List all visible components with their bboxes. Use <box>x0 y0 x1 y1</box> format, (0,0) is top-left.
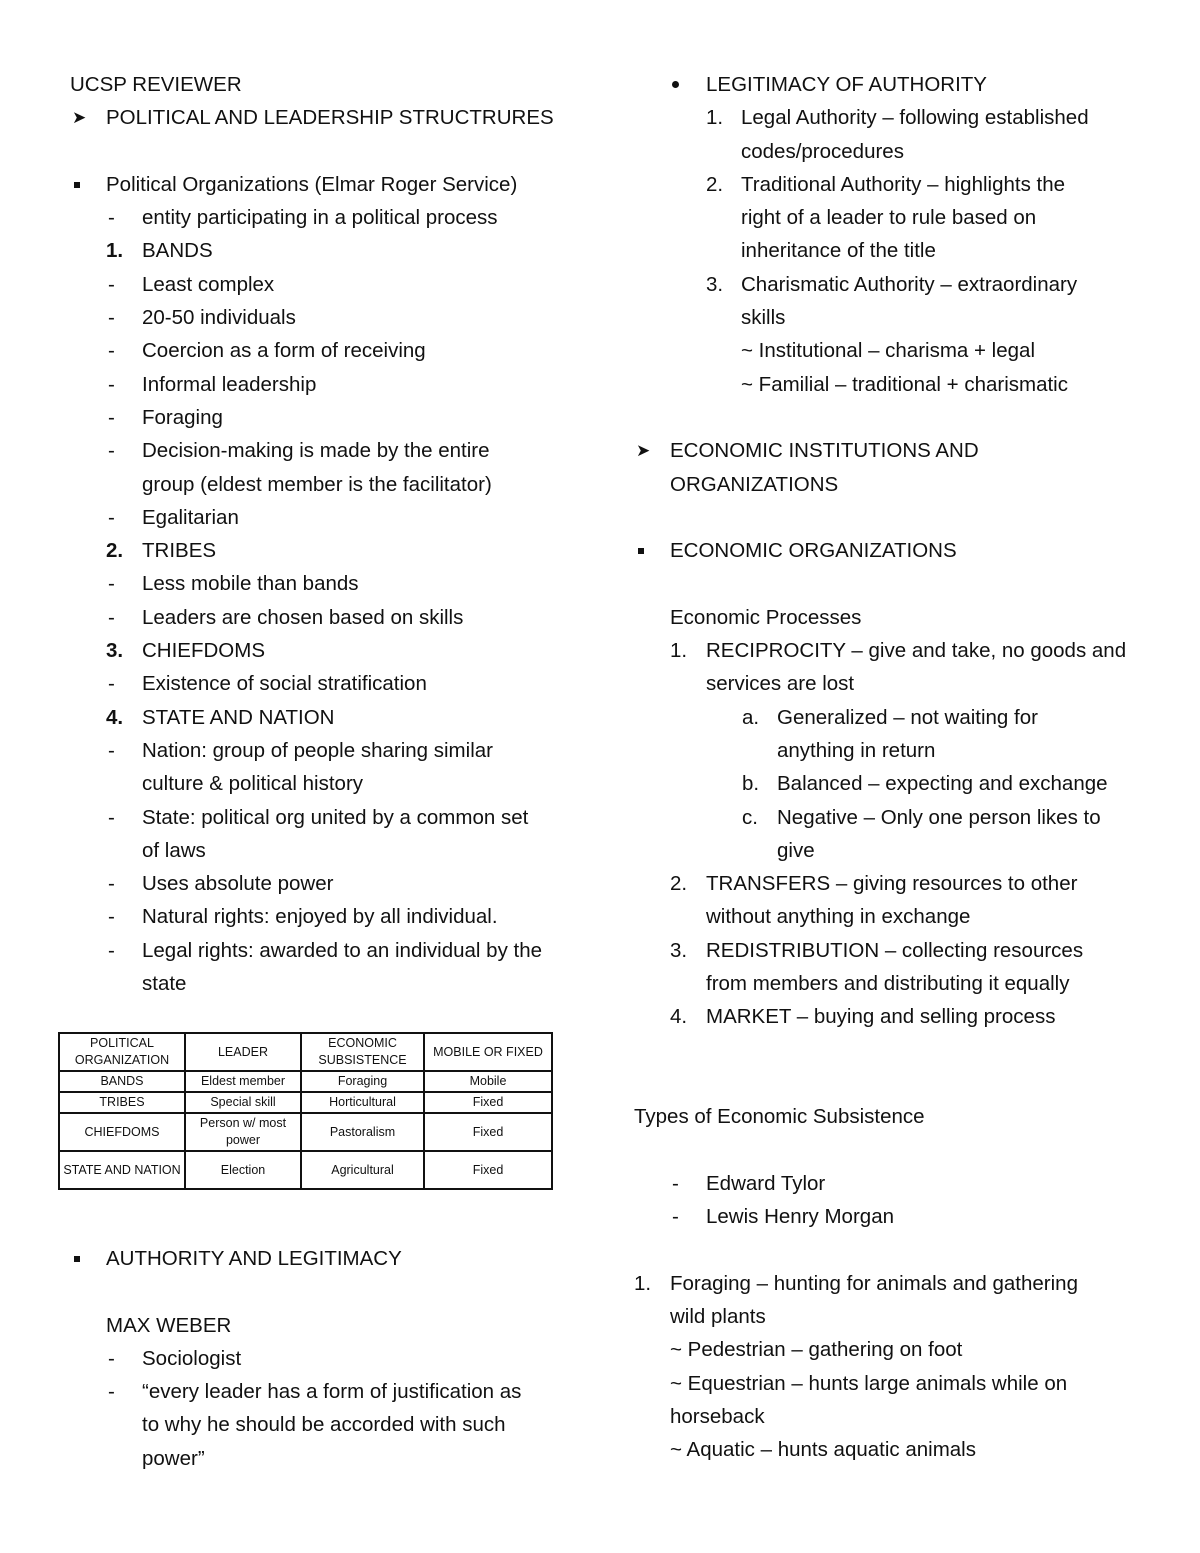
list-item: - Egalitarian <box>108 505 239 529</box>
numbered-item-continuation: ~ Equestrian – hunts large animals while on <box>670 1371 1068 1395</box>
numbered-item: 4. MARKET – buying and selling process <box>670 1005 1056 1029</box>
square-bullet-icon <box>638 548 644 554</box>
numbered-item-continuation: ~ Familial – traditional + charismatic <box>741 372 1068 396</box>
list-item: - Least complex <box>108 272 275 296</box>
numbered-item: 2. TRANSFERS – giving resources to other <box>670 872 1078 896</box>
arrow-bullet-icon: ➤ <box>636 441 651 461</box>
numbered-item-continuation: right of a leader to rule based on <box>741 206 1037 230</box>
table-cell: Eldest member <box>185 1071 301 1092</box>
numbered-item: 1. RECIPROCITY – give and take, no goods and <box>670 639 1127 663</box>
political-organization-table <box>58 1032 553 1190</box>
list-item: - Leaders are chosen based on skills <box>108 605 464 629</box>
square-bullet-icon <box>74 182 80 188</box>
table-cell: TRIBES <box>59 1092 185 1113</box>
subsistence-heading: Types of Economic Subsistence <box>634 1105 925 1129</box>
table-cell: Horticultural <box>301 1092 424 1113</box>
list-item: - Informal leadership <box>108 372 317 396</box>
numbered-item-continuation: inheritance of the title <box>741 239 936 263</box>
table-cell: CHIEFDOMS <box>59 1113 185 1151</box>
numbered-heading-chiefdoms: 3. CHIEFDOMS <box>106 639 265 663</box>
left-column <box>70 68 570 1000</box>
list-item-continuation: group (eldest member is the facilitator) <box>142 472 492 496</box>
section-heading-economic: ➤ ECONOMIC INSTITUTIONS AND <box>634 434 1134 467</box>
list-item-continuation: to why he should be accorded with such <box>142 1413 506 1437</box>
table-cell: Election <box>185 1151 301 1189</box>
numbered-item-continuation: from members and distributing it equally <box>706 972 1070 996</box>
numbered-heading-bands: 1. BANDS <box>106 239 213 263</box>
numbered-item-continuation: ~ Pedestrian – gathering on foot <box>670 1338 963 1362</box>
list-item: - Lewis Henry Morgan <box>672 1205 894 1229</box>
list-item: - Legal rights: awarded to an individual by the <box>108 938 543 962</box>
numbered-item: 1. Legal Authority – following established <box>706 106 1089 130</box>
lettered-item: a. Generalized – not waiting for <box>742 705 1038 729</box>
numbered-heading-state: 4. STATE AND NATION <box>106 705 335 729</box>
table-cell: BANDS <box>59 1071 185 1092</box>
table-header-cell: MOBILE OR FIXED <box>424 1033 552 1071</box>
table-row <box>59 1113 552 1151</box>
list-item: - Foraging <box>108 405 223 429</box>
numbered-item: 1. Foraging – hunting for animals and gathering <box>634 1271 1078 1295</box>
lettered-item: b. Balanced – expecting and exchange <box>742 772 1108 796</box>
list-item: - Decision-making is made by the entire <box>108 439 490 463</box>
table-cell: Pastoralism <box>301 1113 424 1151</box>
list-item: - entity participating in a political process <box>108 206 498 230</box>
table-header-cell: LEADER <box>185 1033 301 1071</box>
numbered-item-continuation: horseback <box>670 1404 765 1428</box>
list-item: - Coercion as a form of receiving <box>108 339 426 363</box>
arrow-bullet-icon: ➤ <box>72 108 87 128</box>
table-header-row <box>59 1033 552 1071</box>
table-cell: Special skill <box>185 1092 301 1113</box>
economic-org-heading: ECONOMIC ORGANIZATIONS <box>634 534 1134 567</box>
list-item: - Edward Tylor <box>672 1171 826 1195</box>
list-item: - “every leader has a form of justification as <box>108 1380 522 1404</box>
table-cell: Fixed <box>424 1151 552 1189</box>
list-item-continuation: state <box>142 972 187 996</box>
table-cell: Mobile <box>424 1071 552 1092</box>
numbered-item: 3. REDISTRIBUTION – collecting resources <box>670 938 1084 962</box>
section-heading-political: ➤ POLITICAL AND LEADERSHIP STRUCTRURES <box>70 101 570 134</box>
list-item: - Uses absolute power <box>108 872 334 896</box>
numbered-heading-tribes: 2. TRIBES <box>106 539 217 563</box>
list-item-continuation: power” <box>142 1446 205 1470</box>
table-cell: Fixed <box>424 1113 552 1151</box>
numbered-item-continuation: wild plants <box>670 1304 766 1328</box>
numbered-item-continuation: ~ Institutional – charisma + legal <box>741 339 1035 363</box>
list-item: - 20-50 individuals <box>108 306 296 330</box>
numbered-item-continuation: codes/procedures <box>741 139 904 163</box>
list-item: - Less mobile than bands <box>108 572 359 596</box>
section-heading-continuation: ORGANIZATIONS <box>670 472 839 496</box>
table-cell: Person w/ most power <box>185 1113 301 1151</box>
numbered-item-continuation: without anything in exchange <box>706 905 971 929</box>
numbered-item-continuation: ~ Aquatic – hunts aquatic animals <box>670 1438 976 1462</box>
legitimacy-heading: LEGITIMACY OF AUTHORITY <box>634 68 1134 101</box>
list-item-continuation: of laws <box>142 838 206 862</box>
square-bullet-icon <box>74 1256 80 1262</box>
table-cell: Foraging <box>301 1071 424 1092</box>
list-item: - Nation: group of people sharing similar <box>108 738 493 762</box>
authority-heading: AUTHORITY AND LEGITIMACY <box>70 1242 570 1275</box>
weber-heading: MAX WEBER <box>106 1313 232 1337</box>
numbered-item: 2. Traditional Authority – highlights the <box>706 172 1066 196</box>
table-row <box>59 1071 552 1092</box>
numbered-item-continuation: skills <box>741 306 786 330</box>
economic-processes-heading: Economic Processes <box>670 605 862 629</box>
list-item: - State: political org united by a common set <box>108 805 529 829</box>
table-row <box>59 1151 552 1189</box>
political-org-heading: Political Organizations (Elmar Roger Service) <box>70 168 570 201</box>
list-item: - Natural rights: enjoyed by all individual. <box>108 905 498 929</box>
numbered-item: 3. Charismatic Authority – extraordinary <box>706 272 1078 296</box>
authority-section <box>70 1242 570 1475</box>
table-cell: Agricultural <box>301 1151 424 1189</box>
list-item: - Existence of social stratification <box>108 672 427 696</box>
table-header-cell: POLITICAL ORGANIZATION <box>59 1033 185 1071</box>
table-cell: Fixed <box>424 1092 552 1113</box>
list-item-continuation: culture & political history <box>142 772 364 796</box>
numbered-item-continuation: services are lost <box>706 672 855 696</box>
lettered-item: c. Negative – Only one person likes to <box>742 805 1101 829</box>
table-header-cell: ECONOMIC SUBSISTENCE <box>301 1033 424 1071</box>
table-cell: STATE AND NATION <box>59 1151 185 1189</box>
right-column <box>634 68 1134 1466</box>
document-title: UCSP REVIEWER <box>70 73 242 96</box>
lettered-item-continuation: give <box>777 838 815 862</box>
lettered-item-continuation: anything in return <box>777 738 936 762</box>
table-row <box>59 1092 552 1113</box>
round-bullet-icon <box>672 81 679 88</box>
list-item: - Sociologist <box>108 1346 242 1370</box>
